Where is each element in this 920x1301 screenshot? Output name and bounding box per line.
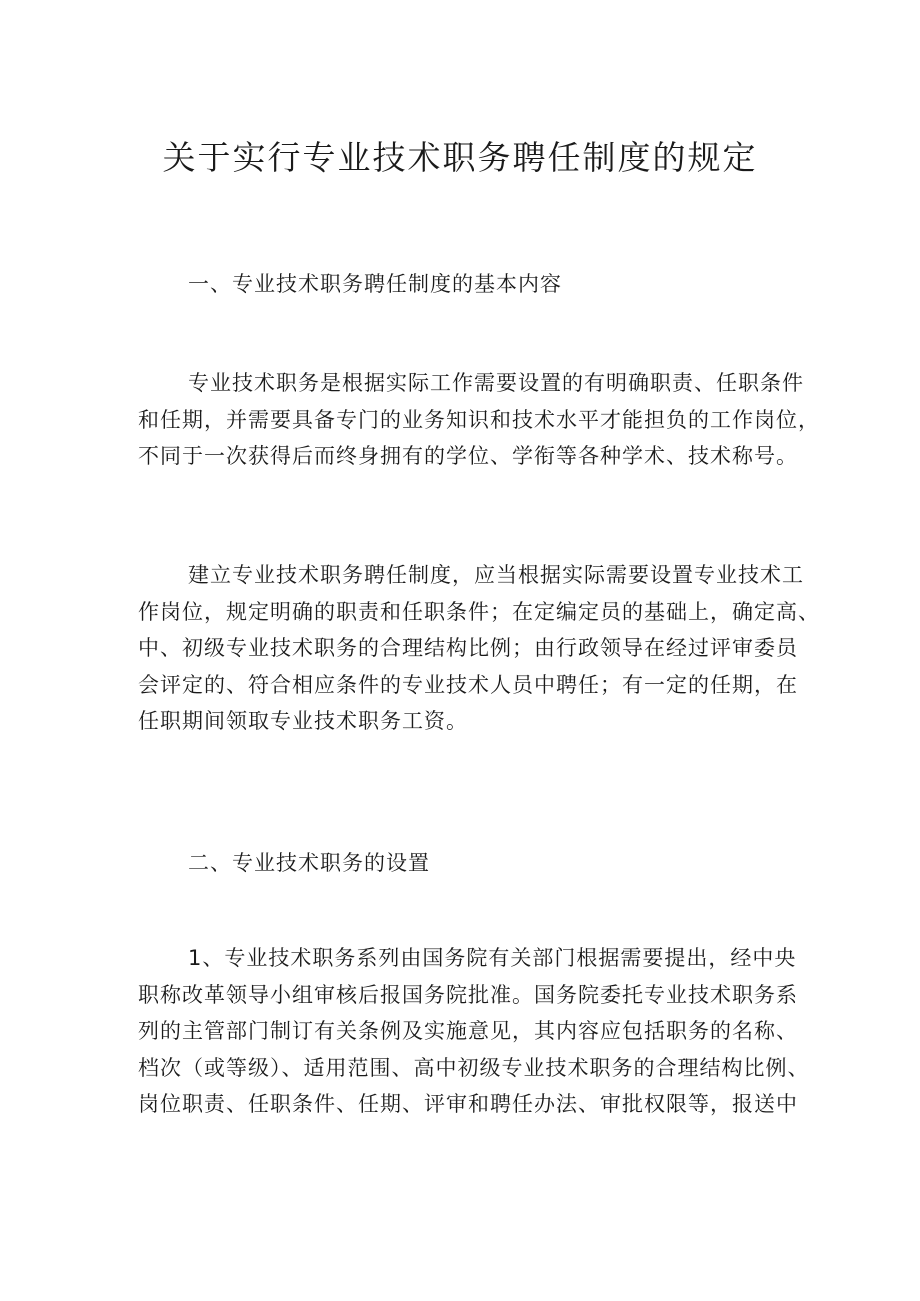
section-heading-2: 二、专业技术职务的设置 <box>188 851 430 875</box>
section1-paragraph-1 <box>138 365 820 475</box>
document-title: 关于实行专业技术职务聘任制度的规定 <box>162 138 758 177</box>
paragraph-line: 岗位职责、任职条件、任期、评审和聘任办法、审批权限等，报送中 <box>138 1092 798 1116</box>
paragraph-line: 中、初级专业技术职务的合理结构比例；由行政领导在经过评审委员 <box>138 636 798 660</box>
paragraph-line: 列的主管部门制订有关条例及实施意见，其内容应包括职务的名称、 <box>138 1019 798 1043</box>
paragraph-line: 1、专业技术职务系列由国务院有关部门根据需要提出，经中央 <box>188 946 797 970</box>
paragraph-line: 和任期，并需要具备专门的业务知识和技术水平才能担负的工作岗位， <box>138 407 820 432</box>
paragraph-line: 不同于一次获得后而终身拥有的学位、学衔等各种学术、技术称号。 <box>138 444 798 468</box>
paragraph-line: 档次（或等级）、适用范围、高中初级专业技术职务的合理结构比例、 <box>138 1055 810 1080</box>
paragraph-line: 建立专业技术职务聘任制度，应当根据实际需要设置专业技术工 <box>188 563 804 587</box>
paragraph-line: 作岗位，规定明确的职责和任职条件；在定编定员的基础上，确定高、 <box>138 599 820 624</box>
paragraph-line: 会评定的、符合相应条件的专业技术人员中聘任；有一定的任期，在 <box>138 672 798 697</box>
section2-paragraph-1 <box>138 940 810 1123</box>
paragraph-line: 职称改革领导小组审核后报国务院批准。国务院委托专业技术职务系 <box>138 982 798 1007</box>
paragraph-line: 任职期间领取专业技术职务工资。 <box>138 709 468 733</box>
section1-paragraph-2 <box>138 557 820 740</box>
section-heading-1: 一、专业技术职务聘任制度的基本内容 <box>188 272 562 296</box>
paragraph-line: 专业技术职务是根据实际工作需要设置的有明确职责、任职条件 <box>188 371 804 395</box>
